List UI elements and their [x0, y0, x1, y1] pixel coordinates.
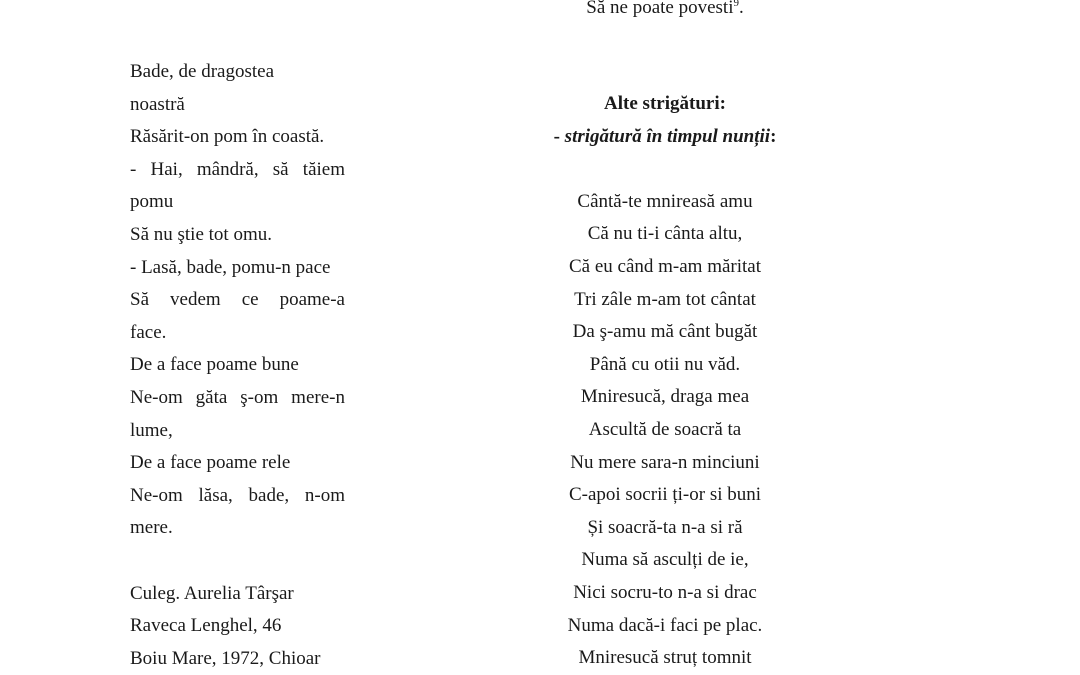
poem-line: Ascultă de soacră ta: [588, 418, 742, 440]
poem-line: Să ne poate povesti$^9$.: [495, 0, 835, 25]
poem-line: pomu: [130, 191, 174, 213]
poem-line: Numa să asculți de ie,: [581, 549, 749, 571]
poem-line: Da ş-amu mă cânt bugăt: [572, 321, 758, 343]
poem-line: Nu mere sara-n minciuni: [570, 451, 760, 473]
poem-line: Că eu când m-am măritat: [568, 255, 762, 277]
poem-line: Bade, de dragostea: [130, 61, 275, 82]
source-attribution: [130, 578, 345, 675]
poem-line: Până cu otii nu văd.: [589, 353, 741, 375]
poem-line: mere.: [130, 517, 173, 539]
section-subtitle: - strigătură în timpul nunții:: [553, 125, 777, 147]
poem-line: - Hai, mândră, să tăiem: [130, 158, 345, 180]
poem-line: lume,: [130, 419, 173, 441]
source-line: Boiu Mare, 1972, Chioar: [130, 647, 321, 669]
left-column: [130, 56, 345, 675]
poem-line: Ne-om lăsa, bade, n-om: [130, 484, 345, 506]
footnote-marker: 9: [733, 0, 739, 9]
poem-line: De a face poame bune: [130, 354, 299, 376]
section-gap: [495, 153, 835, 186]
section-title: Alte strigături:: [604, 93, 726, 114]
right-top-continuation: [495, 0, 835, 25]
right-column: [495, 88, 835, 675]
poem-line: Că nu ti-i cânta altu,: [587, 223, 743, 245]
stanza-gap: [130, 545, 345, 578]
poem-line: Ne-om găta ş-om mere-n: [130, 386, 345, 408]
source-line: Raveca Lenghel, 46: [130, 615, 282, 637]
poem-line: Să nu ştie tot omu.: [130, 223, 272, 245]
poem-line: De a face poame rele: [130, 452, 291, 474]
poem-line: Să vedem ce poame-a: [130, 289, 345, 311]
poem-line: face.: [130, 321, 167, 343]
poem-line: Răsărit-on pom în coastă.: [130, 126, 325, 148]
poem-line: Tri zâle m-am tot cântat: [574, 288, 756, 310]
left-poem: [130, 56, 345, 545]
poem-line: - Lasă, bade, pomu-n pace: [130, 256, 331, 278]
poem-line: Cântă-te mnireasă amu: [577, 190, 753, 212]
poem-line: Nici socru-to n-a si drac: [573, 581, 757, 603]
poem-line: Numa dacă-i faci pe plac.: [567, 614, 763, 636]
right-poem: [495, 186, 835, 675]
poem-line: Și soacră-ta n-a si ră: [587, 516, 743, 538]
poem-line: C-apoi socrii ți-or si buni: [568, 484, 762, 506]
poem-line: noastră: [130, 93, 185, 115]
source-line: Culeg. Aurelia Târşar: [130, 582, 294, 604]
poem-line: Mniresucă struț tomnit: [578, 647, 752, 669]
poem-line: Mniresucă, draga mea: [580, 386, 750, 408]
